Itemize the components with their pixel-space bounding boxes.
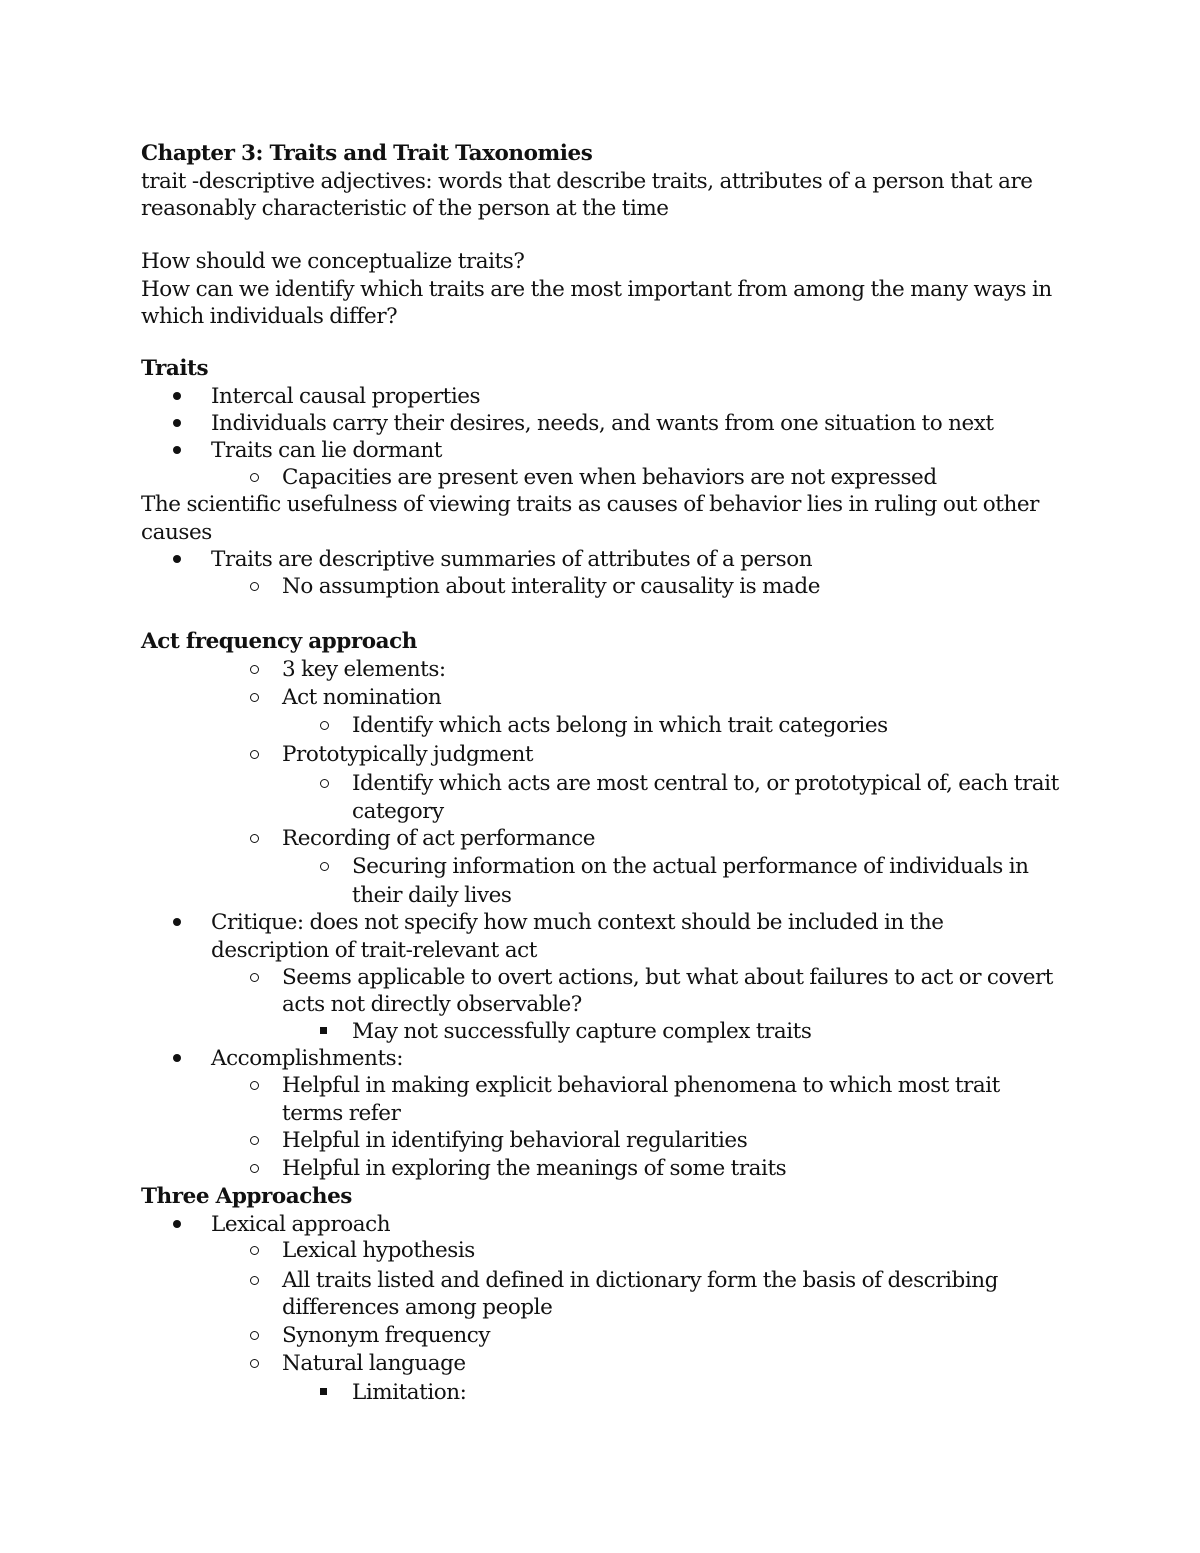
list-item-continuation: description of trait-relevant act	[211, 938, 537, 963]
list-item: Identify which acts belong in which trait categories	[352, 713, 888, 738]
bullet-circle	[250, 1350, 259, 1378]
list-item: Critique: does not specify how much context should be included in the	[211, 910, 944, 935]
list-item-continuation: their daily lives	[352, 883, 512, 908]
bullet-circle	[250, 1127, 259, 1155]
list-item-continuation: terms refer	[282, 1101, 401, 1126]
bullet-disc	[173, 1045, 181, 1073]
list-item: Lexical hypothesis	[282, 1238, 475, 1263]
list-item: Capacities are present even when behaviors are not expressed	[282, 465, 937, 490]
list-item-continuation: differences among people	[282, 1295, 553, 1320]
list-item: Seems applicable to overt actions, but what about failures to act or covert	[282, 965, 1053, 990]
bullet-circle	[320, 712, 329, 740]
intro-line: trait -descriptive adjectives: words that describe traits, attributes of a person that are	[141, 169, 1033, 194]
paragraph-line: causes	[141, 520, 212, 545]
chapter-title: Chapter 3: Traits and Trait Taxonomies	[141, 141, 593, 166]
bullet-circle	[250, 1267, 259, 1295]
list-item: Synonym frequency	[282, 1323, 491, 1348]
bullet-circle	[250, 464, 259, 492]
list-item: Individuals carry their desires, needs, and wants from one situation to next	[211, 411, 994, 436]
intro-line: reasonably characteristic of the person at the time	[141, 196, 669, 221]
bullet-circle	[250, 573, 259, 601]
section-heading-three-approaches: Three Approaches	[141, 1184, 352, 1209]
list-item: Natural language	[282, 1351, 466, 1376]
bullet-disc	[173, 383, 181, 411]
bullet-circle	[250, 1072, 259, 1100]
question-line: How should we conceptualize traits?	[141, 249, 525, 274]
bullet-circle	[250, 1155, 259, 1183]
bullet-circle	[250, 825, 259, 853]
bullet-disc	[173, 1211, 181, 1239]
bullet-circle	[250, 964, 259, 992]
bullet-circle	[250, 656, 259, 684]
bullet-disc	[173, 909, 181, 937]
list-item: Intercal causal properties	[211, 384, 481, 409]
bullet-circle	[320, 853, 329, 881]
list-item: Helpful in making explicit behavioral phenomena to which most trait	[282, 1073, 1000, 1098]
list-item: Lexical approach	[211, 1212, 391, 1237]
list-item: 3 key elements:	[282, 657, 446, 682]
bullet-disc	[173, 546, 181, 574]
list-item: Limitation:	[352, 1380, 467, 1405]
bullet-square	[320, 1379, 327, 1407]
list-item: All traits listed and defined in dictionary form the basis of describing	[282, 1268, 998, 1293]
list-item: No assumption about interality or causality is made	[282, 574, 820, 599]
section-heading-traits: Traits	[141, 356, 209, 381]
bullet-circle	[320, 770, 329, 798]
bullet-circle	[250, 1237, 259, 1265]
bullet-circle	[250, 1322, 259, 1350]
bullet-circle	[250, 741, 259, 769]
question-line: which individuals differ?	[141, 304, 398, 329]
list-item: Prototypically judgment	[282, 742, 534, 767]
list-item: Act nomination	[282, 685, 442, 710]
bullet-square	[320, 1018, 327, 1046]
list-item: Identify which acts are most central to, or prototypical of, each trait	[352, 771, 1059, 796]
list-item: Traits can lie dormant	[211, 438, 442, 463]
section-heading-act-frequency: Act frequency approach	[141, 629, 417, 654]
list-item: Helpful in exploring the meanings of some traits	[282, 1156, 787, 1181]
list-item: Helpful in identifying behavioral regularities	[282, 1128, 748, 1153]
bullet-disc	[173, 410, 181, 438]
bullet-disc	[173, 437, 181, 465]
list-item-continuation: category	[352, 799, 444, 824]
list-item: Securing information on the actual performance of individuals in	[352, 854, 1029, 879]
bullet-circle	[250, 684, 259, 712]
question-line: How can we identify which traits are the most important from among the many ways in	[141, 277, 1052, 302]
paragraph-line: The scientific usefulness of viewing traits as causes of behavior lies in ruling out other	[141, 492, 1039, 517]
list-item-continuation: acts not directly observable?	[282, 992, 582, 1017]
list-item: Recording of act performance	[282, 826, 595, 851]
list-item: May not successfully capture complex traits	[352, 1019, 812, 1044]
list-item: Traits are descriptive summaries of attributes of a person	[211, 547, 813, 572]
list-item: Accomplishments:	[211, 1046, 404, 1071]
